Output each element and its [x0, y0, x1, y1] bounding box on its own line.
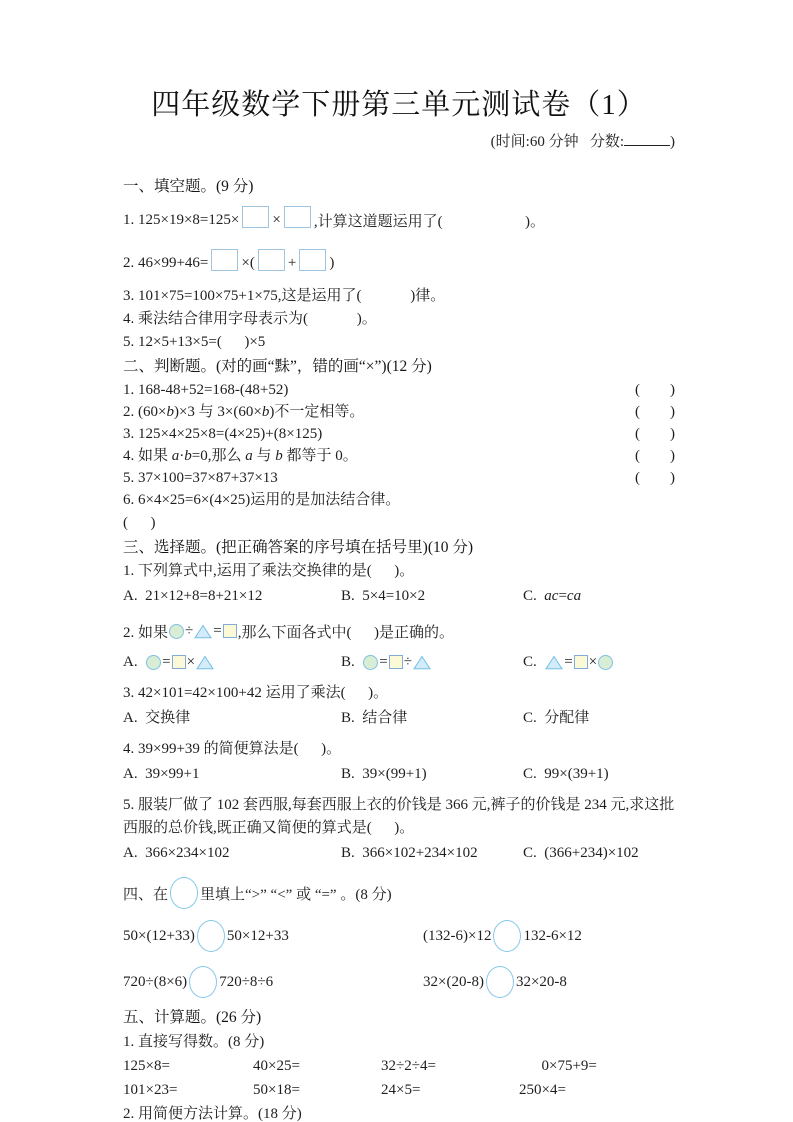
option-b: B. 366×102+234×102 — [341, 845, 478, 861]
blank-box-shape — [284, 206, 311, 228]
triangle-shape — [194, 624, 212, 639]
option-c: C. 99×(39+1) — [523, 766, 609, 782]
option-a: A. 39×99+1 — [123, 766, 200, 782]
answer-parens: ( ) — [635, 426, 675, 442]
fill-question-3: 3. 101×75=100×75+1×75,这是运用了( )律。 — [123, 288, 446, 304]
choice-question-1: 1. 下列算式中,运用了乘法交换律的是( )。 — [123, 563, 415, 579]
calc-expression: 101×23= — [123, 1082, 178, 1098]
answer-parens: ( ) — [635, 470, 675, 486]
judge-item-6-parens: ( ) — [123, 515, 156, 531]
section-calculation — [123, 1005, 675, 1122]
compare-circle-shape — [486, 966, 514, 998]
fill-question-5: 5. 12×5+13×5=( )×5 — [123, 334, 266, 350]
math-variable: b — [184, 448, 192, 464]
option-b: B. 39×(99+1) — [341, 766, 427, 782]
calc-expression: 40×25= — [253, 1058, 300, 1074]
blank-box-shape — [211, 249, 238, 271]
section-multiple-choice — [123, 535, 675, 865]
circle-shape — [363, 655, 378, 670]
paper-meta-close: ) — [670, 134, 675, 150]
judge-statement: 2. (60×b)×3 与 3×(60×b)不一定相等。 — [123, 404, 365, 420]
section-true-false — [123, 354, 675, 535]
compare-expression: 32×(20-8) 32×20-8 — [423, 966, 675, 998]
triangle-shape — [196, 655, 214, 670]
calc-expression: 250×4= — [519, 1082, 566, 1098]
section-calc-heading: 五、计算题。(26 分) — [123, 1009, 262, 1026]
option-a: A. 交换律 — [123, 710, 191, 726]
section-judge-heading: 二、判断题。(对的画“䵢”，错的画“×”)(12 分) — [123, 358, 432, 375]
blank-box-shape — [242, 206, 269, 228]
calc-row-1 — [123, 1054, 675, 1078]
fill-question-4: 4. 乘法结合律用字母表示为( )。 — [123, 311, 377, 327]
judge-item-4 — [123, 445, 675, 467]
triangle-shape — [413, 655, 431, 670]
answer-parens: ( ) — [635, 448, 675, 464]
calc-expression: 24×5= — [381, 1082, 421, 1098]
math-variable: b — [261, 404, 270, 420]
circle-shape — [598, 655, 613, 670]
math-variable: ac — [544, 588, 559, 604]
option-c: C. ac = ca — [523, 585, 675, 608]
option-b: B. 结合律 — [341, 710, 408, 726]
calc-row-2 — [123, 1078, 675, 1102]
choice-q5-options — [123, 842, 675, 865]
compare-circle-shape — [493, 920, 521, 952]
math-variable: a — [171, 448, 180, 464]
calc-expression: 32÷2÷4= — [381, 1058, 436, 1074]
answer-parens: ( ) — [635, 404, 675, 420]
time-score-label: (时间:60 分钟 分数: — [490, 134, 624, 150]
judge-item-6: 6. 6×4×25=6×(4×25)运用的是加法结合律。 — [123, 492, 401, 508]
paper-meta — [123, 132, 675, 152]
calc-expression: 0×75+9= — [519, 1058, 597, 1074]
section-choice-heading: 三、选择题。(把正确答案的序号填在括号里)(10 分) — [123, 539, 474, 556]
section-fill-heading: 一、填空题。(9 分) — [123, 178, 254, 195]
choice-question-4: 4. 39×99+39 的简便算法是( )。 — [123, 741, 342, 757]
choice-question-5: 5. 服装厂做了 102 套西服,每套西服上衣的价钱是 366 元,裤子的价钱是 234 元,求这批西服的总价钱,既正确又简便的算式是( )。 — [123, 797, 675, 836]
option-b: B. = ÷ — [341, 654, 523, 671]
compare-circle-shape — [170, 877, 198, 909]
math-variable: b — [275, 448, 283, 464]
compare-expression: 50×(12+33) 50×12+33 — [123, 920, 423, 952]
score-blank-line — [624, 132, 670, 146]
compare-row-1 — [123, 913, 675, 959]
option-a: A. 21×12+8=8+21×12 — [123, 588, 263, 604]
calc-expression: 50×18= — [253, 1082, 300, 1098]
answer-parens: ( ) — [635, 382, 675, 398]
math-variable: ca — [566, 588, 582, 604]
calc-expression: 125×8= — [123, 1058, 170, 1074]
option-c: C. = × — [523, 654, 675, 671]
choice-q3-options — [123, 707, 675, 730]
option-b: B. 5×4=10×2 — [341, 588, 426, 604]
section-compare — [123, 873, 675, 1005]
choice-q1-options — [123, 585, 675, 608]
calc-subheading-1: 1. 直接写得数。(8 分) — [123, 1034, 265, 1050]
judge-statement: 5. 37×100=37×87+37×13 — [123, 470, 278, 486]
section-compare-heading: 四、在 里填上“>” “<” 或 “=” 。(8 分) — [123, 873, 675, 913]
calc-subheading-2: 2. 用简便方法计算。(18 分) — [123, 1106, 302, 1122]
choice-question-3: 3. 42×101=42×100+42 运用了乘法( )。 — [123, 685, 389, 701]
square-shape — [223, 624, 237, 638]
choice-question-2: 2. 如果 ÷ = ,那么下面各式中( )是正确的。 — [123, 622, 454, 641]
fill-question-2: 2. 46×99+46= ×( + ) — [123, 241, 675, 285]
blank-box-shape — [299, 249, 326, 271]
math-variable: b — [166, 404, 174, 420]
circle-shape — [169, 624, 184, 639]
judge-statement: 4. 如果 a·b=0,那么 a 与 b 都等于 0。 — [123, 448, 358, 464]
choice-q2-options — [123, 648, 675, 676]
page-title: 四年级数学下册第三单元测试卷（1） — [151, 89, 647, 121]
option-a: A. 366×234×102 — [123, 845, 230, 861]
square-shape — [172, 655, 186, 669]
choice-q4-options — [123, 763, 675, 786]
math-variable: a — [245, 448, 253, 464]
section-fill-in — [123, 174, 675, 354]
option-a: A. = × — [123, 654, 341, 671]
judge-item-1 — [123, 379, 675, 401]
triangle-shape — [545, 655, 563, 670]
judge-statement: 3. 125×4×25×8=(4×25)+(8×125) — [123, 426, 323, 442]
square-shape — [389, 655, 403, 669]
blank-box-shape — [258, 249, 285, 271]
judge-item-3 — [123, 423, 675, 445]
compare-circle-shape — [197, 920, 225, 952]
judge-item-2 — [123, 401, 675, 423]
judge-statement: 1. 168-48+52=168-(48+52) — [123, 382, 289, 398]
compare-expression: 720÷(8×6) 720÷8÷6 — [123, 966, 423, 998]
compare-row-2 — [123, 959, 675, 1005]
compare-circle-shape — [189, 966, 217, 998]
option-c: C. (366+234)×102 — [523, 845, 639, 861]
square-shape — [574, 655, 588, 669]
compare-expression: (132-6)×12 132-6×12 — [423, 920, 675, 952]
option-c: C. 分配律 — [523, 710, 590, 726]
judge-item-5 — [123, 467, 675, 489]
fill-question-1: 1. 125×19×8=125× × ,计算这道题运用了( )。 — [123, 199, 675, 241]
circle-shape — [146, 655, 161, 670]
